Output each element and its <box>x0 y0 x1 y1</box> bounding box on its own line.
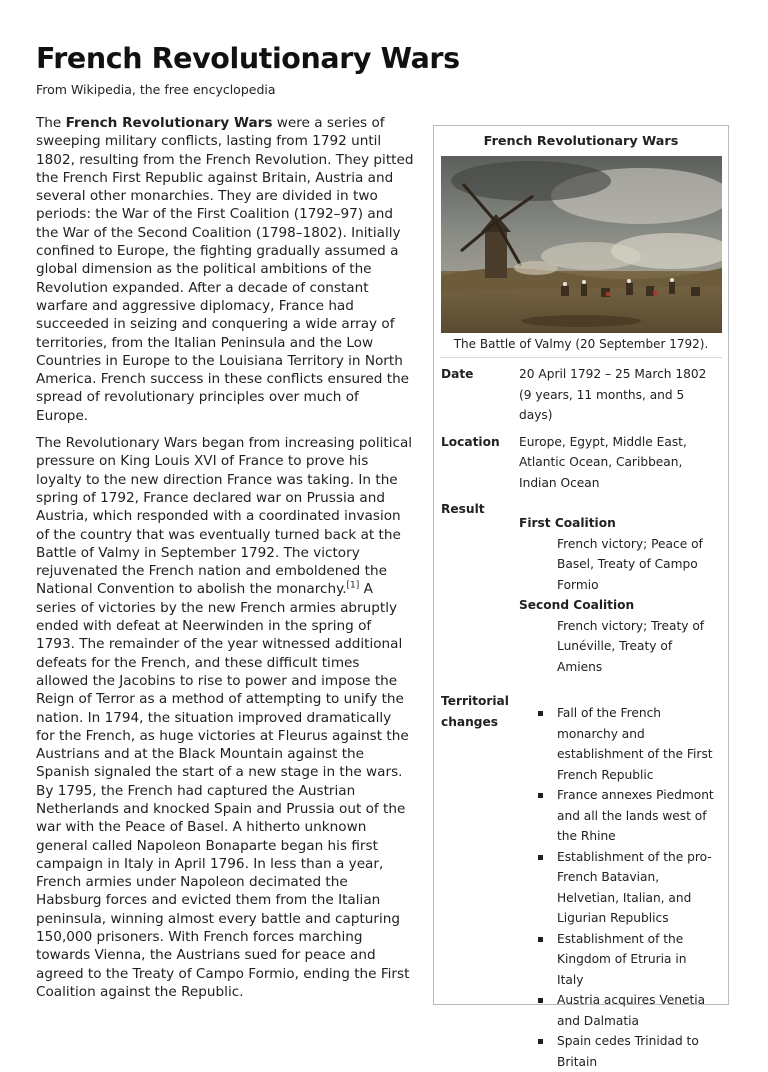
list-item: Fall of the French monarchy and establishment of the First French Republic <box>519 703 714 785</box>
page-title: French Revolutionary Wars <box>36 42 460 75</box>
infobox <box>433 125 729 1069</box>
infobox-row-location <box>434 432 728 494</box>
image-caption: The Battle of Valmy (20 September 1792). <box>440 337 722 358</box>
date-duration: (9 years, 11 months, and 5 days) <box>519 387 685 422</box>
infobox-title: French Revolutionary Wars <box>483 134 679 149</box>
list-item: Establishment of the Kingdom of Etruria in Italy <box>519 929 714 991</box>
first-coalition-heading: First Coalition <box>519 516 616 530</box>
date-range: 20 April 1792 – 25 March 1802 <box>519 367 707 381</box>
intro-bold-term: French Revolutionary Wars <box>65 115 273 131</box>
intro-text: were a series of sweeping military conflicts, lasting from 1792 until 1802, resulting from the French Revolution. They pitted the French First Republic against Britain, Austria and several other monarchies. They are divided in two periods: the War of the First Coalition (1792–97) and the War of the Second Coalition (1798–1802). Initially confined to Europe, the fighting gradually assumed a global dimension as the political ambitions of the Revolution expanded. After a decade of constant warfare and aggressive diplomacy, France had succeeded in seizing and conquering a wide array of territories, from the Italian Peninsula and the Low Countries in Europe to the Louisiana Territory in North America. French success in these conflicts ensured the spread of revolutionary principles over much of Europe. <box>36 115 414 424</box>
page-subtitle: From Wikipedia, the free encyclopedia <box>36 82 276 97</box>
first-coalition-result: French victory; Peace of Basel, Treaty of Campo Formio <box>557 536 703 592</box>
territorial-value <box>519 691 728 1072</box>
territorial-label: Territorial changes <box>441 694 509 729</box>
date-value <box>519 364 728 426</box>
citation-link[interactable]: [1] <box>346 580 360 591</box>
intro-paragraph <box>36 114 414 425</box>
second-paragraph-text-b: A series of victories by the new French armies abruptly ended with defeat at Neerwinden in the spring of 1793. The remainder of the year witnessed additional defeats for the French, and these difficult times allowed the Jacobins to rise to power and impose the Reign of Terror as a method of attempting to unify the nation. In 1794, the situation improved dramatically for the French, as huge victories at Fleurus against the Austrians and at the Black Mountain against the Spanish signaled the start of a new stage in the wars. By 1795, the French had captured the Austrian Netherlands and knocked Spain and Prussia out of the war with the Peace of Basel. A hitherto unknown general called Napoleon Bonaparte began his first campaign in Italy in April 1796. In less than a year, French armies under Napoleon decimated the Habsburg forces and evicted them from the Italian peninsula, winning almost every battle and capturing 150,000 prisoners. With French forces marching towards Vienna, the Austrians sued for peace and agreed to the Treaty of Campo Formio, ending the First Coalition against the Republic. <box>36 581 410 1000</box>
list-item: Spain cedes Trinidad to Britain <box>519 1031 714 1072</box>
second-paragraph <box>36 434 414 1001</box>
intro-lead: The <box>36 115 66 131</box>
result-label: Result <box>441 502 485 516</box>
battle-of-valmy-painting[interactable] <box>441 156 722 333</box>
second-coalition-result: French victory; Treaty of Lunéville, Treaty of Amiens <box>557 618 705 674</box>
date-label: Date <box>441 367 474 381</box>
territorial-list <box>519 703 720 1072</box>
second-coalition-heading: Second Coalition <box>519 598 635 612</box>
infobox-row-result <box>434 499 728 677</box>
location-value: Europe, Egypt, Middle East, Atlantic Ocean, Caribbean, Indian Ocean <box>519 434 687 490</box>
result-value <box>519 499 728 677</box>
list-item: France annexes Piedmont and all the lands west of the Rhine <box>519 785 714 847</box>
infobox-row-territorial <box>434 691 728 1072</box>
article-body <box>36 114 414 1010</box>
location-label: Location <box>441 434 500 449</box>
list-item: Establishment of the pro-French Batavian, Helvetian, Italian, and Ligurian Republics <box>519 847 714 929</box>
second-paragraph-text-a: The Revolutionary Wars began from increasing political pressure on King Louis XVI of France to prove his loyalty to the new direction France was taking. In the spring of 1792, France declared war on Prussia and Austria, which responded with a coordinated invasion of the country that was eventually turned back at the Battle of Valmy in September 1792. The victory rejuvenated the French nation and emboldened the National Convention to abolish the monarchy. <box>36 435 413 598</box>
infobox-row-date <box>434 364 728 426</box>
list-item: Austria acquires Venetia and Dalmatia <box>519 990 714 1031</box>
